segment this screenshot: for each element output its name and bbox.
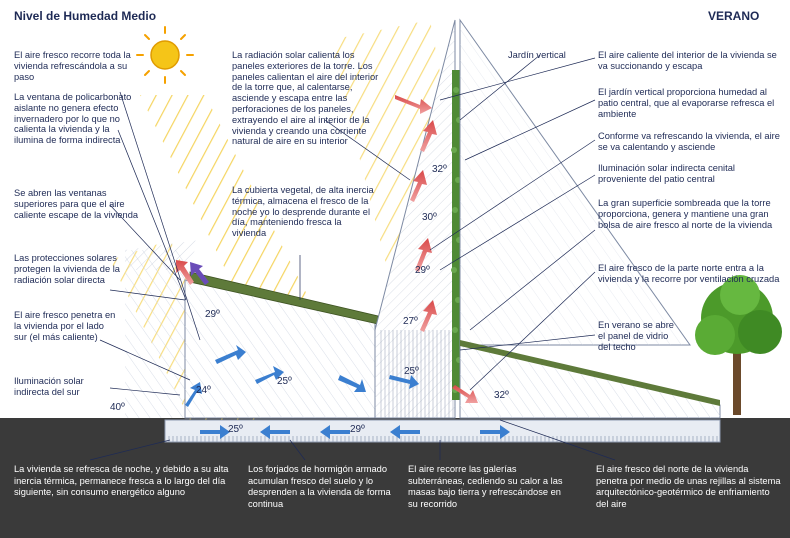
label-solar-protections: Las protecciones solares protegen la vivienda de la radiación solar directa bbox=[14, 253, 120, 285]
temp-label: 25º bbox=[404, 366, 419, 377]
temp-label: 40º bbox=[110, 402, 125, 413]
sun-icon bbox=[137, 27, 193, 83]
label-garden-humidity: El jardín vertical proporciona humedad al patio central, que al evaporarse refresca el ambiente bbox=[598, 87, 775, 119]
label-upper-windows: Se abren las ventanas superiores para que el aire caliente escape de la vivienda bbox=[14, 188, 139, 220]
tree-icon bbox=[695, 275, 782, 415]
temp-label: 32º bbox=[432, 164, 447, 175]
temp-label: 25º bbox=[228, 424, 243, 435]
temp-label: 30º bbox=[422, 212, 437, 223]
label-polycarbonate-window: La ventana de policarbonato aislante no genera efecto invernadero por lo que no calienta la vivienda y la ilumina de forma indirecta bbox=[14, 92, 132, 146]
label-tower-radiation: La radiación solar calienta los paneles exteriores de la torre. Los paneles calientan el aire del interior de la torre que, al calentarse, asciende y escapa entre las perforaciones de los paneles, extrayendo el aire al interior de la vivienda y creando una corriente natural de aire en su interior bbox=[232, 50, 379, 147]
footer-concrete-slabs: Los forjados de hormigón armado acumulan fresco del suelo y lo desprenden a la vivienda de forma continua bbox=[248, 464, 391, 509]
temp-label: 25º bbox=[277, 376, 292, 387]
label-shaded-area: La gran superficie sombreada que la torre proporciona, genera y mantiene una gran bolsa de aire fresco al norte de la vivienda bbox=[598, 198, 773, 230]
label-green-roof: La cubierta vegetal, de alta inercia térmica, almacena el fresco de la noche yo lo desprende durante el día, manteniendo fresca la vivienda bbox=[232, 185, 374, 239]
title-season: VERANO bbox=[708, 9, 760, 23]
footer-night-cooling: La vivienda se refresca de noche, y debido a su alta inercia térmica, permanece fresca a lo largo del día siguiente, sin consumo energético alguno bbox=[14, 464, 229, 497]
label-south-light: Iluminación solar indirecta del sur bbox=[14, 376, 84, 397]
label-vertical-garden: Jardín vertical bbox=[508, 50, 566, 60]
label-air-warming: Conforme va refrescando la vivienda, el aire se va calentando y asciende bbox=[598, 131, 780, 152]
label-cross-ventilation: El aire fresco de la parte norte entra a la vivienda y la recorre por ventilación cruzada bbox=[598, 263, 780, 284]
north-wing-hatch bbox=[460, 345, 720, 418]
label-hot-air-suction: El aire caliente del interior de la vivienda se va succionando y escapa bbox=[598, 50, 777, 71]
label-south-entry: El aire fresco penetra en la vivienda por el lado sur (el más caliente) bbox=[14, 310, 116, 342]
temp-label: 29º bbox=[415, 265, 430, 276]
gallery-floor bbox=[165, 436, 720, 442]
footer-north-grilles: El aire fresco del norte de la vivienda penetra por medio de unas rejillas al sistema arquitectónico-geotérmico de enfriamiento del aire bbox=[596, 464, 781, 509]
temp-label: 29º bbox=[350, 424, 365, 435]
title-humidity: Nivel de Humedad Medio bbox=[14, 9, 157, 23]
temp-label: 27º bbox=[403, 316, 418, 327]
label-zenithal-light: Iluminación solar indirecta cenital proveniente del patio central bbox=[598, 163, 735, 184]
label-fresh-air-through: El aire fresco recorre toda la vivienda refrescándola a su paso bbox=[14, 50, 131, 82]
footer-underground-galleries: El aire recorre las galerías subterráneas, cediendo su calor a las masas bajo tierra y refrescándose en su recorrido bbox=[408, 464, 563, 509]
temp-label: 24º bbox=[196, 385, 211, 396]
temp-label: 29º bbox=[205, 309, 220, 320]
label-glass-panel: En verano se abre el panel de vidrio del techo bbox=[598, 320, 674, 352]
temp-label: 32º bbox=[494, 390, 509, 401]
